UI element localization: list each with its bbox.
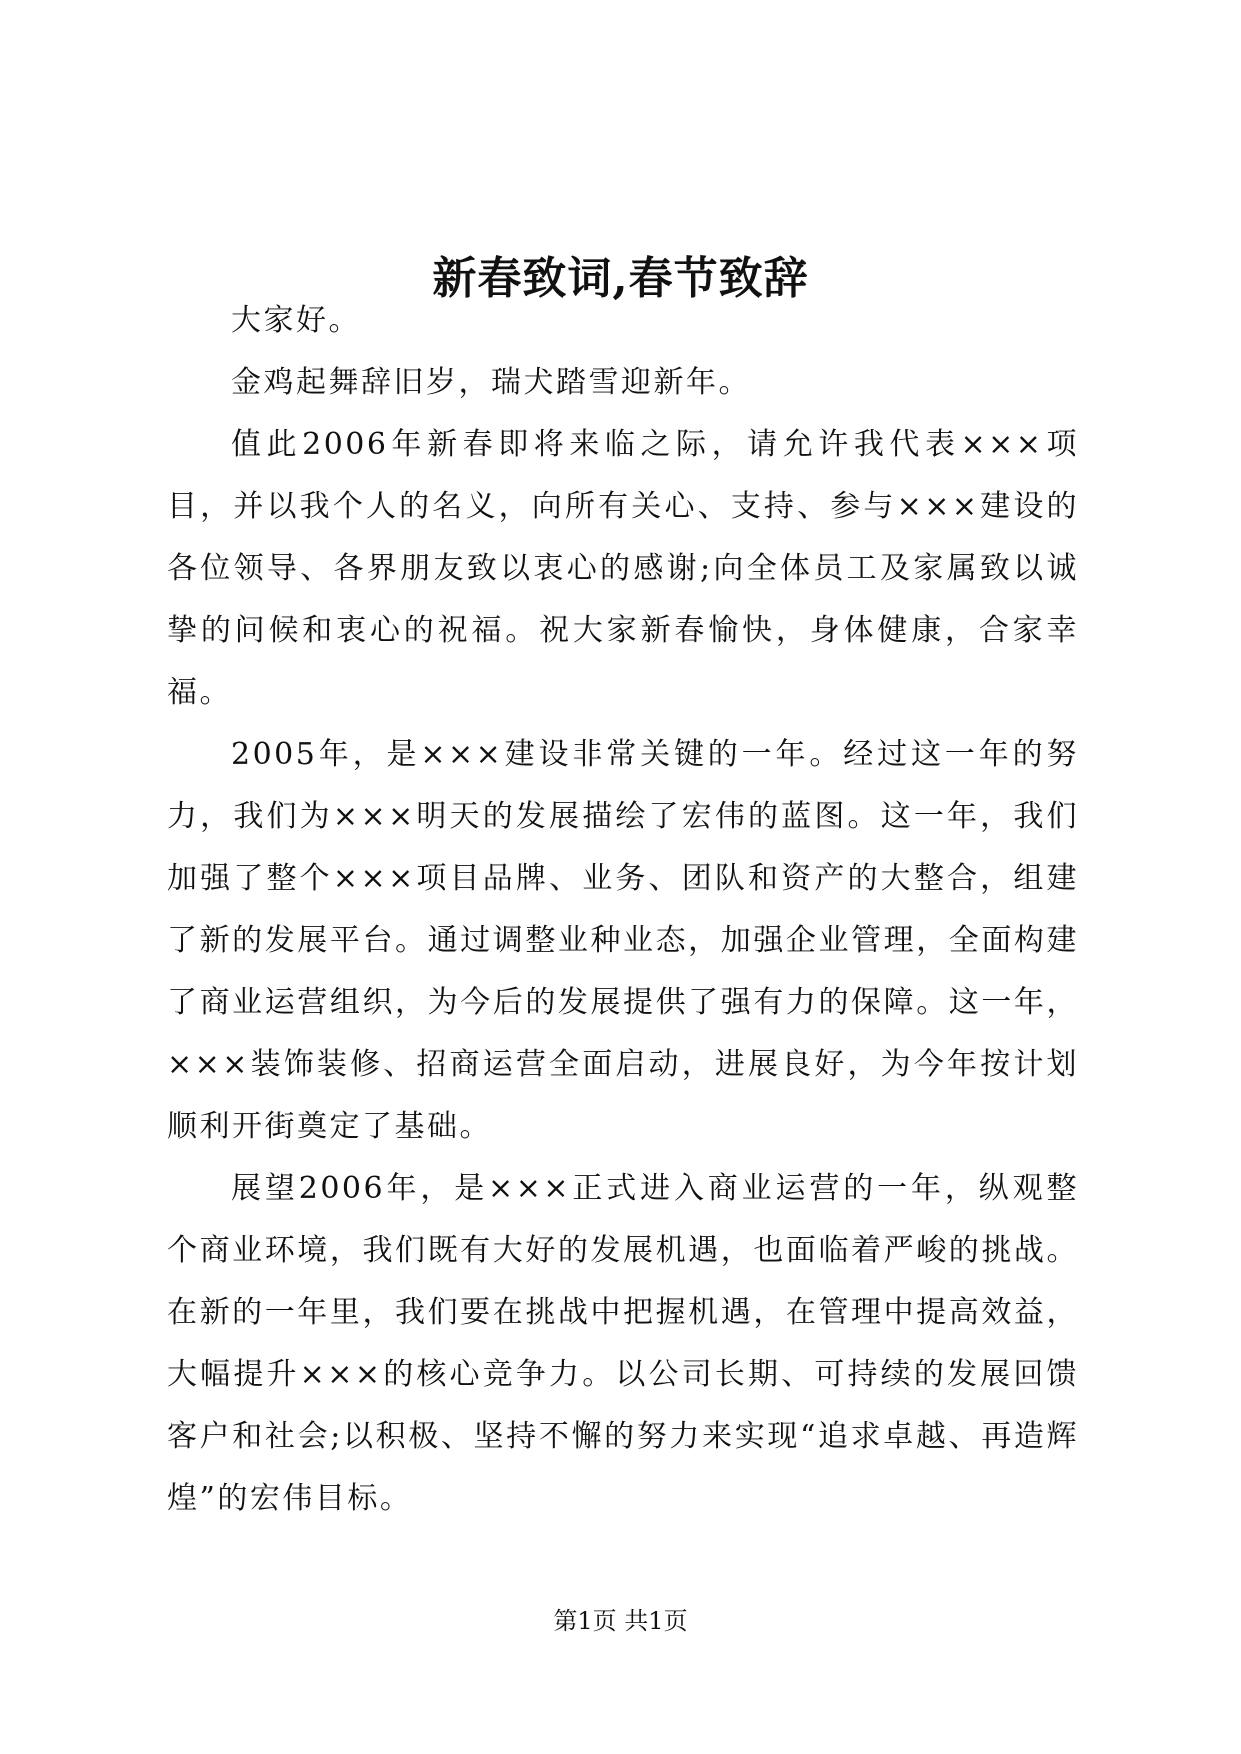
paragraph-thanks: 值此2006年新春即将来临之际，请允许我代表×××项目，并以我个人的名义，向所有关心、支持、参与×××建设的各位领导、各界朋友致以衷心的感谢;向全体员工及家属致以诚挚的问候和衷心的祝福。祝大家新春愉快，身体健康，合家幸福。: [167, 427, 1079, 710]
paragraph-outlook-2006: 展望2006年，是×××正式进入商业运营的一年，纵观整个商业环境，我们既有大好的发展机遇，也面临着严峻的挑战。在新的一年里，我们要在挑战中把握机遇，在管理中提高效益，大幅提升×××的核心竞争力。以公司长期、可持续的发展回馈客户和社会;以积极、坚持不懈的努力来实现“追求卓越、再造辉煌”的宏伟目标。: [167, 1171, 1079, 1516]
document-title: 新春致词,春节致辞: [432, 253, 809, 305]
page-number-footer: 第1页 共1页: [553, 1607, 688, 1635]
paragraph-review-2005: 2005年，是×××建设非常关键的一年。经过这一年的努力，我们为×××明天的发展描绘了宏伟的蓝图。这一年，我们加强了整个×××项目品牌、业务、团队和资产的大整合，组建了新的发展平台。通过调整业种业态，加强企业管理，全面构建了商业运营组织，为今后的发展提供了强有力的保障。这一年，×××装饰装修、招商运营全面启动，进展良好，为今年按计划顺利开街奠定了基础。: [167, 737, 1079, 1144]
paragraph-couplet: 金鸡起舞辞旧岁，瑞犬踏雪迎新年。: [231, 365, 751, 400]
paragraph-greeting: 大家好。: [231, 303, 361, 338]
document-body: [167, 290, 1079, 1530]
